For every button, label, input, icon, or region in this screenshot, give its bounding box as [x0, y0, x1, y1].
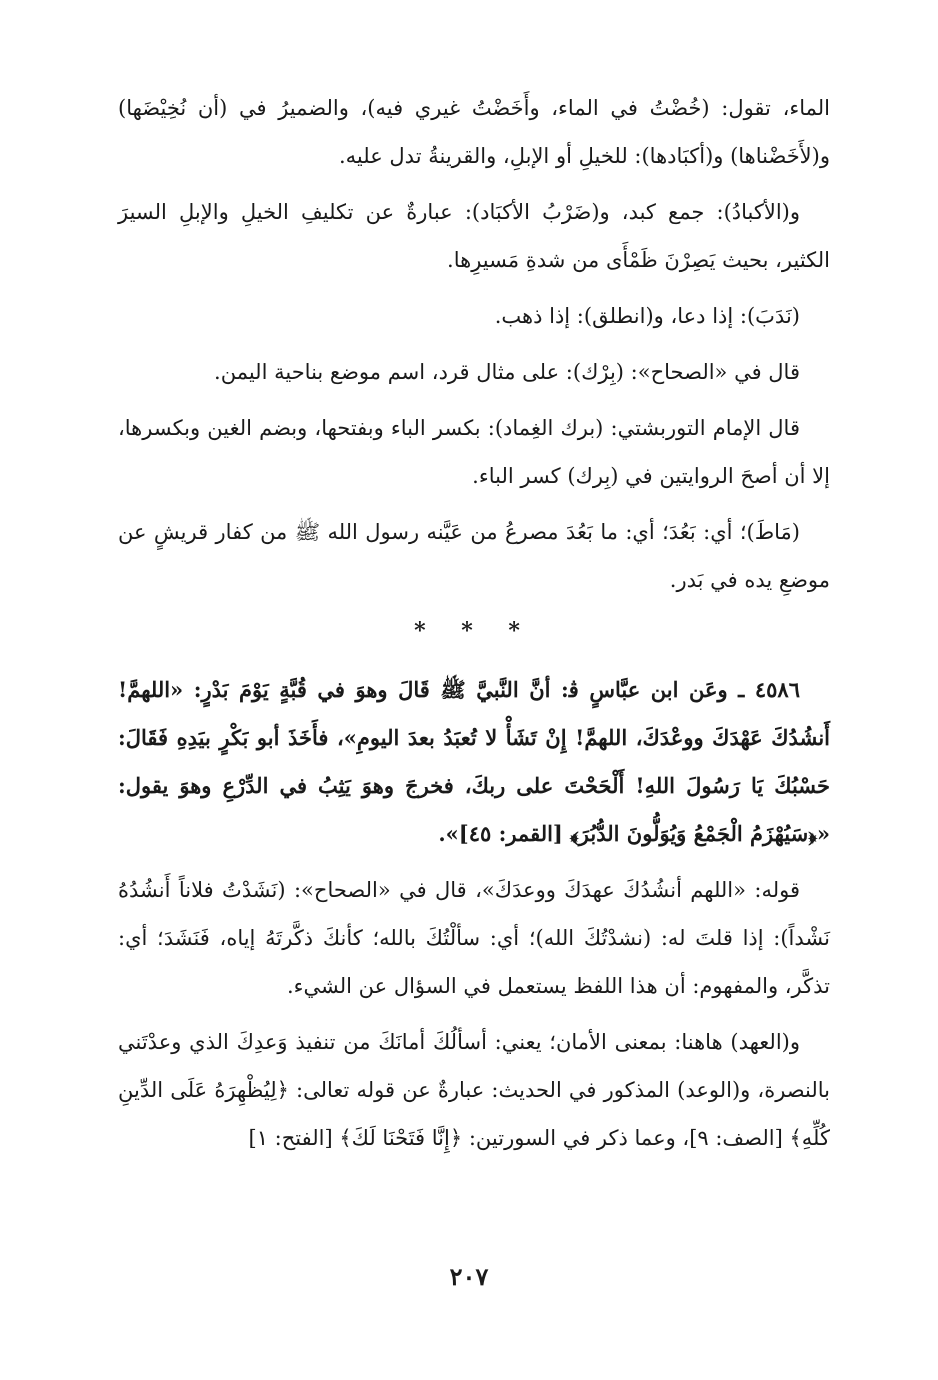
page-body	[118, 84, 830, 1170]
section-divider: * * *	[414, 618, 534, 644]
paragraph-2: و(الأكبادُ): جمع كبد، و(ضَرْبُ الأكبَاد): عبارةٌ عن تكليفِ الخيلِ والإبلِ السيرَ الكثير، بحيث يَصِرْنَ ظَمْأَى من شدةِ مَسيرِها.	[118, 200, 830, 272]
page-number: ٢٠٧	[449, 1262, 489, 1291]
paragraph-4: قال في «الصحاح»: (بِرْك): على مثال قرد، اسم موضع بناحية اليمن.	[214, 360, 800, 384]
paragraph-1: الماء، تقول: (خُضْتُ في الماء، وأَخَضْتُ غيري فيه)، والضميرُ في (أن نُخِيْضَها) و(لأَخَضْناها) و(أكبَادها): للخيلِ أو الإبلِ، والقرينةُ تدل عليه.	[118, 96, 830, 168]
paragraph-5: قال الإمام التوربشتي: (برك الغِماد): بكسر الباء وبفتحها، وبضم الغين وبكسرها، إلا أن أصحَ الروايتين في (بِرك) كسر الباء.	[118, 416, 830, 488]
paragraph-6: (مَاطَ)؛ أي: بَعُدَ؛ أي: ما بَعُدَ مصرعُ من عَيَّنه رسول الله ﷺ من كفار قريشٍ عن موضعِ يده في بَدر.	[118, 520, 830, 592]
commentary-paragraph-1: قوله: «اللهم أنشُدُكَ عهدَكَ ووعدَكَ»، قال في «الصحاح»: (نَشَدْتُ فلاناً أَنشُدُهُ نَشْداً): إذا قلتَ له: (نشدْتُكَ الله)؛ أي: سألْتُكَ بالله؛ كأنكَ ذكَّرتَهُ إياه، فَنَشَدَ؛ أي: تذكَّر، والمفهوم: أن هذا اللفظ يستعمل في السؤال عن الشيء.	[118, 878, 830, 998]
commentary-paragraph-2: و(العهد) هاهنا: بمعنى الأمان؛ يعني: أسألُكَ أمانَكَ من تنفيذ وَعدِكَ الذي وعدْتَني بالنصرة، و(الوعد) المذكور في الحديث: عبارةٌ عن قوله تعالى: ﴿لِيُظْهِرَهُ عَلَى الدِّينِ كُلِّهِ﴾ [الصف: ٩]، وعما ذكر في السورتين: ﴿إِنَّا فَتَحْنَا لَكَ﴾ [الفتح: ١]	[118, 1030, 830, 1150]
hadith-text: ٤٥٨٦ ـ وعَن ابن عبَّاسٍ ﭬ: أنَّ النَّبيَّ ﷺ قَالَ وهوَ في قُبَّةٍ يَوْمَ بَدْرٍ: «اللهمَّ! أَنشُدُكَ عَهْدَكَ ووعْدَكَ، اللهمَّ! إِنْ تَشَأْ لا تُعبَدُ بعدَ اليومِ»، فأَخَذَ أبو بَكْرٍ بيَدِهِ فَقَالَ: حَسْبُكَ يَا رَسُولَ اللهِ! أَلْحَحْتَ على ربكَ، فخرجَ وهوَ يَثِبُ في الدِّرْعِ وهوَ يقول: «﴿سَيُهْزَمُ الْجَمْعُ وَيُوَلُّونَ الدُّبُرَ﴾ [القمر: ٤٥]».	[118, 677, 830, 846]
paragraph-3: (نَدَبَ): إذا دعا، و(انطلق): إذا ذهب.	[494, 304, 800, 328]
